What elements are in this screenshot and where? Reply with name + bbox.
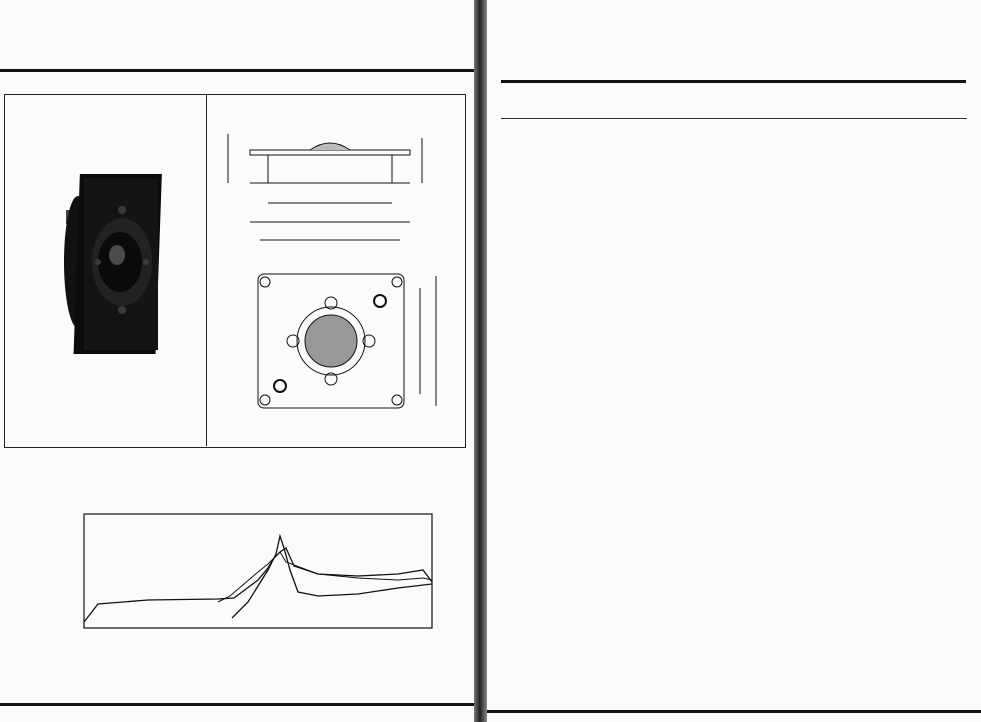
footer-rule-right — [487, 710, 981, 713]
tweeter-photo — [60, 170, 170, 360]
header-rule-right — [501, 80, 966, 83]
figure-divider — [206, 94, 207, 446]
header-param — [501, 96, 691, 119]
right-page — [487, 0, 981, 722]
dimension-drawing — [210, 98, 462, 442]
header-symbol — [691, 96, 753, 119]
response-graph — [18, 492, 448, 662]
header-unit — [889, 96, 967, 119]
spec-header-row — [501, 96, 967, 119]
header-value — [753, 96, 889, 119]
footer-rule — [0, 703, 474, 706]
left-page — [0, 0, 474, 722]
book-gutter — [474, 0, 487, 722]
spec-table — [501, 96, 967, 119]
header-rule — [0, 69, 474, 72]
